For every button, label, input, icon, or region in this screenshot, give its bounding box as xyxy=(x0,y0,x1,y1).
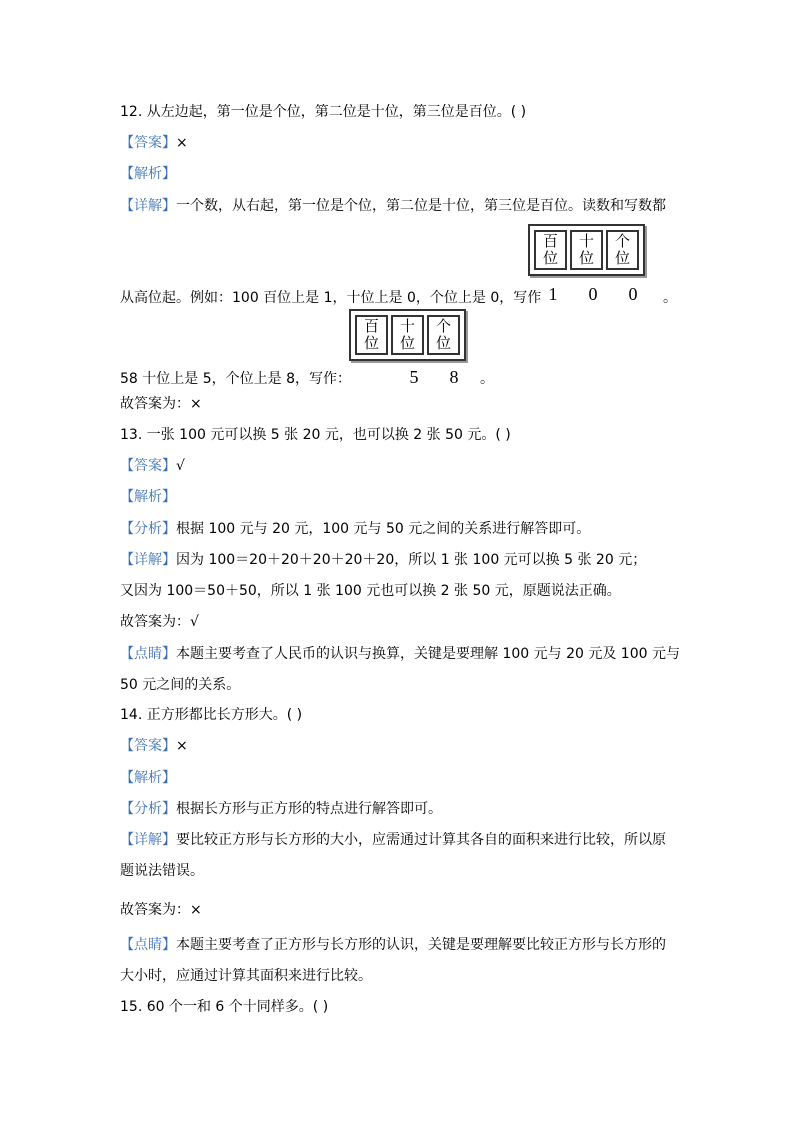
q14-detail-line1 xyxy=(120,830,666,850)
fenxi-text: 根据 100 元与 20 元，100 元与 50 元之间的关系进行解答即可。 xyxy=(176,521,591,537)
answer-value: × xyxy=(176,135,188,151)
q13-analysis-tag xyxy=(120,487,176,507)
q14-analysis-tag xyxy=(120,768,176,788)
pv-cell-hundreds: 百 位 xyxy=(355,315,388,355)
q14-fenxi xyxy=(120,799,442,819)
q12-detail-line3: 58 十位上是 5，个位上是 8，写作： xyxy=(120,371,351,387)
pv-cell-tens: 十 位 xyxy=(391,315,424,355)
q12-conclusion: 故答案为：× xyxy=(120,396,202,412)
dianjing-tag: 【点睛】 xyxy=(120,937,176,953)
q12-detail-line2: 从高位起。例如：100 百位上是 1，十位上是 0，个位上是 0，写作 xyxy=(120,290,542,306)
q12-detail-line3-end: 。 xyxy=(480,371,494,387)
detail-tag: 【详解】 xyxy=(120,552,176,568)
q14-detail-line2: 题说法错误。 xyxy=(120,863,204,879)
pv-cell-hundreds: 百 位 xyxy=(534,230,567,270)
fenxi-text: 根据长方形与正方形的特点进行解答即可。 xyxy=(176,801,442,817)
q14-answer xyxy=(120,736,188,756)
analysis-tag: 【解析】 xyxy=(120,166,176,182)
question-12-stem: 12. 从左边起，第一位是个位，第二位是十位，第三位是百位。( ) xyxy=(120,104,527,120)
dianjing-text: 本题主要考查了人民币的认识与换算，关键是要理解 100 元与 20 元及 100 元与 xyxy=(176,646,680,662)
q13-answer xyxy=(120,456,185,476)
analysis-tag: 【解析】 xyxy=(120,770,176,786)
q12-detail-line1 xyxy=(120,196,666,216)
digit: 0 xyxy=(588,284,598,304)
q13-detail-line2: 又因为 100＝50＋50，所以 1 张 100 元也可以换 2 张 50 元，原题说法正确。 xyxy=(120,583,621,599)
q12-detail-line2-end: 。 xyxy=(663,290,677,306)
pv-cell-ones: 个 位 xyxy=(606,230,639,270)
detail-text: 因为 100＝20＋20＋20＋20＋20，所以 1 张 100 元可以换 5 张 20 元； xyxy=(176,552,647,568)
place-value-digits-1 xyxy=(533,284,653,305)
q13-conclusion: 故答案为：√ xyxy=(120,614,199,630)
q12-analysis-tag xyxy=(120,164,176,184)
pv-cell-tens: 十 位 xyxy=(570,230,603,270)
answer-value: × xyxy=(176,738,188,754)
digit: 8 xyxy=(449,367,459,387)
question-15-stem: 15. 60 个一和 6 个十同样多。( ) xyxy=(120,999,329,1015)
digit: 5 xyxy=(409,367,419,387)
detail-tag: 【详解】 xyxy=(120,832,176,848)
answer-tag: 【答案】 xyxy=(120,738,176,754)
digit: 0 xyxy=(628,284,638,304)
answer-value: √ xyxy=(176,458,185,474)
q13-dianjing-line2: 50 元之间的关系。 xyxy=(120,677,241,693)
fenxi-tag: 【分析】 xyxy=(120,801,176,817)
q13-fenxi xyxy=(120,519,590,539)
dianjing-tag: 【点睛】 xyxy=(120,646,176,662)
detail-text: 要比较正方形与长方形的大小，应需通过计算其各自的面积来进行比较，所以原 xyxy=(176,832,666,848)
pv-cell-ones: 个 位 xyxy=(427,315,460,355)
detail-text: 一个数，从右起，第一位是个位，第二位是十位，第三位是百位。读数和写数都 xyxy=(176,198,666,214)
q14-conclusion: 故答案为：× xyxy=(120,902,202,918)
question-14-stem: 14. 正方形都比长方形大。( ) xyxy=(120,707,303,723)
q14-dianjing-line2: 大小时，应通过计算其面积来进行比较。 xyxy=(120,968,372,984)
q12-answer xyxy=(120,133,188,153)
place-value-digits-2 xyxy=(394,367,474,388)
place-value-chart-1 xyxy=(528,224,645,276)
answer-tag: 【答案】 xyxy=(120,458,176,474)
q13-dianjing-line1 xyxy=(120,644,680,664)
question-13-stem: 13. 一张 100 元可以换 5 张 20 元，也可以换 2 张 50 元。( ) xyxy=(120,427,511,443)
fenxi-tag: 【分析】 xyxy=(120,521,176,537)
analysis-tag: 【解析】 xyxy=(120,489,176,505)
q14-dianjing-line1 xyxy=(120,935,666,955)
detail-tag: 【详解】 xyxy=(120,198,176,214)
place-value-chart-2 xyxy=(349,309,466,361)
q13-detail-line1 xyxy=(120,550,646,570)
dianjing-text: 本题主要考查了正方形与长方形的认识，关键是要理解要比较正方形与长方形的 xyxy=(176,937,666,953)
answer-tag: 【答案】 xyxy=(120,135,176,151)
digit: 1 xyxy=(548,284,558,304)
